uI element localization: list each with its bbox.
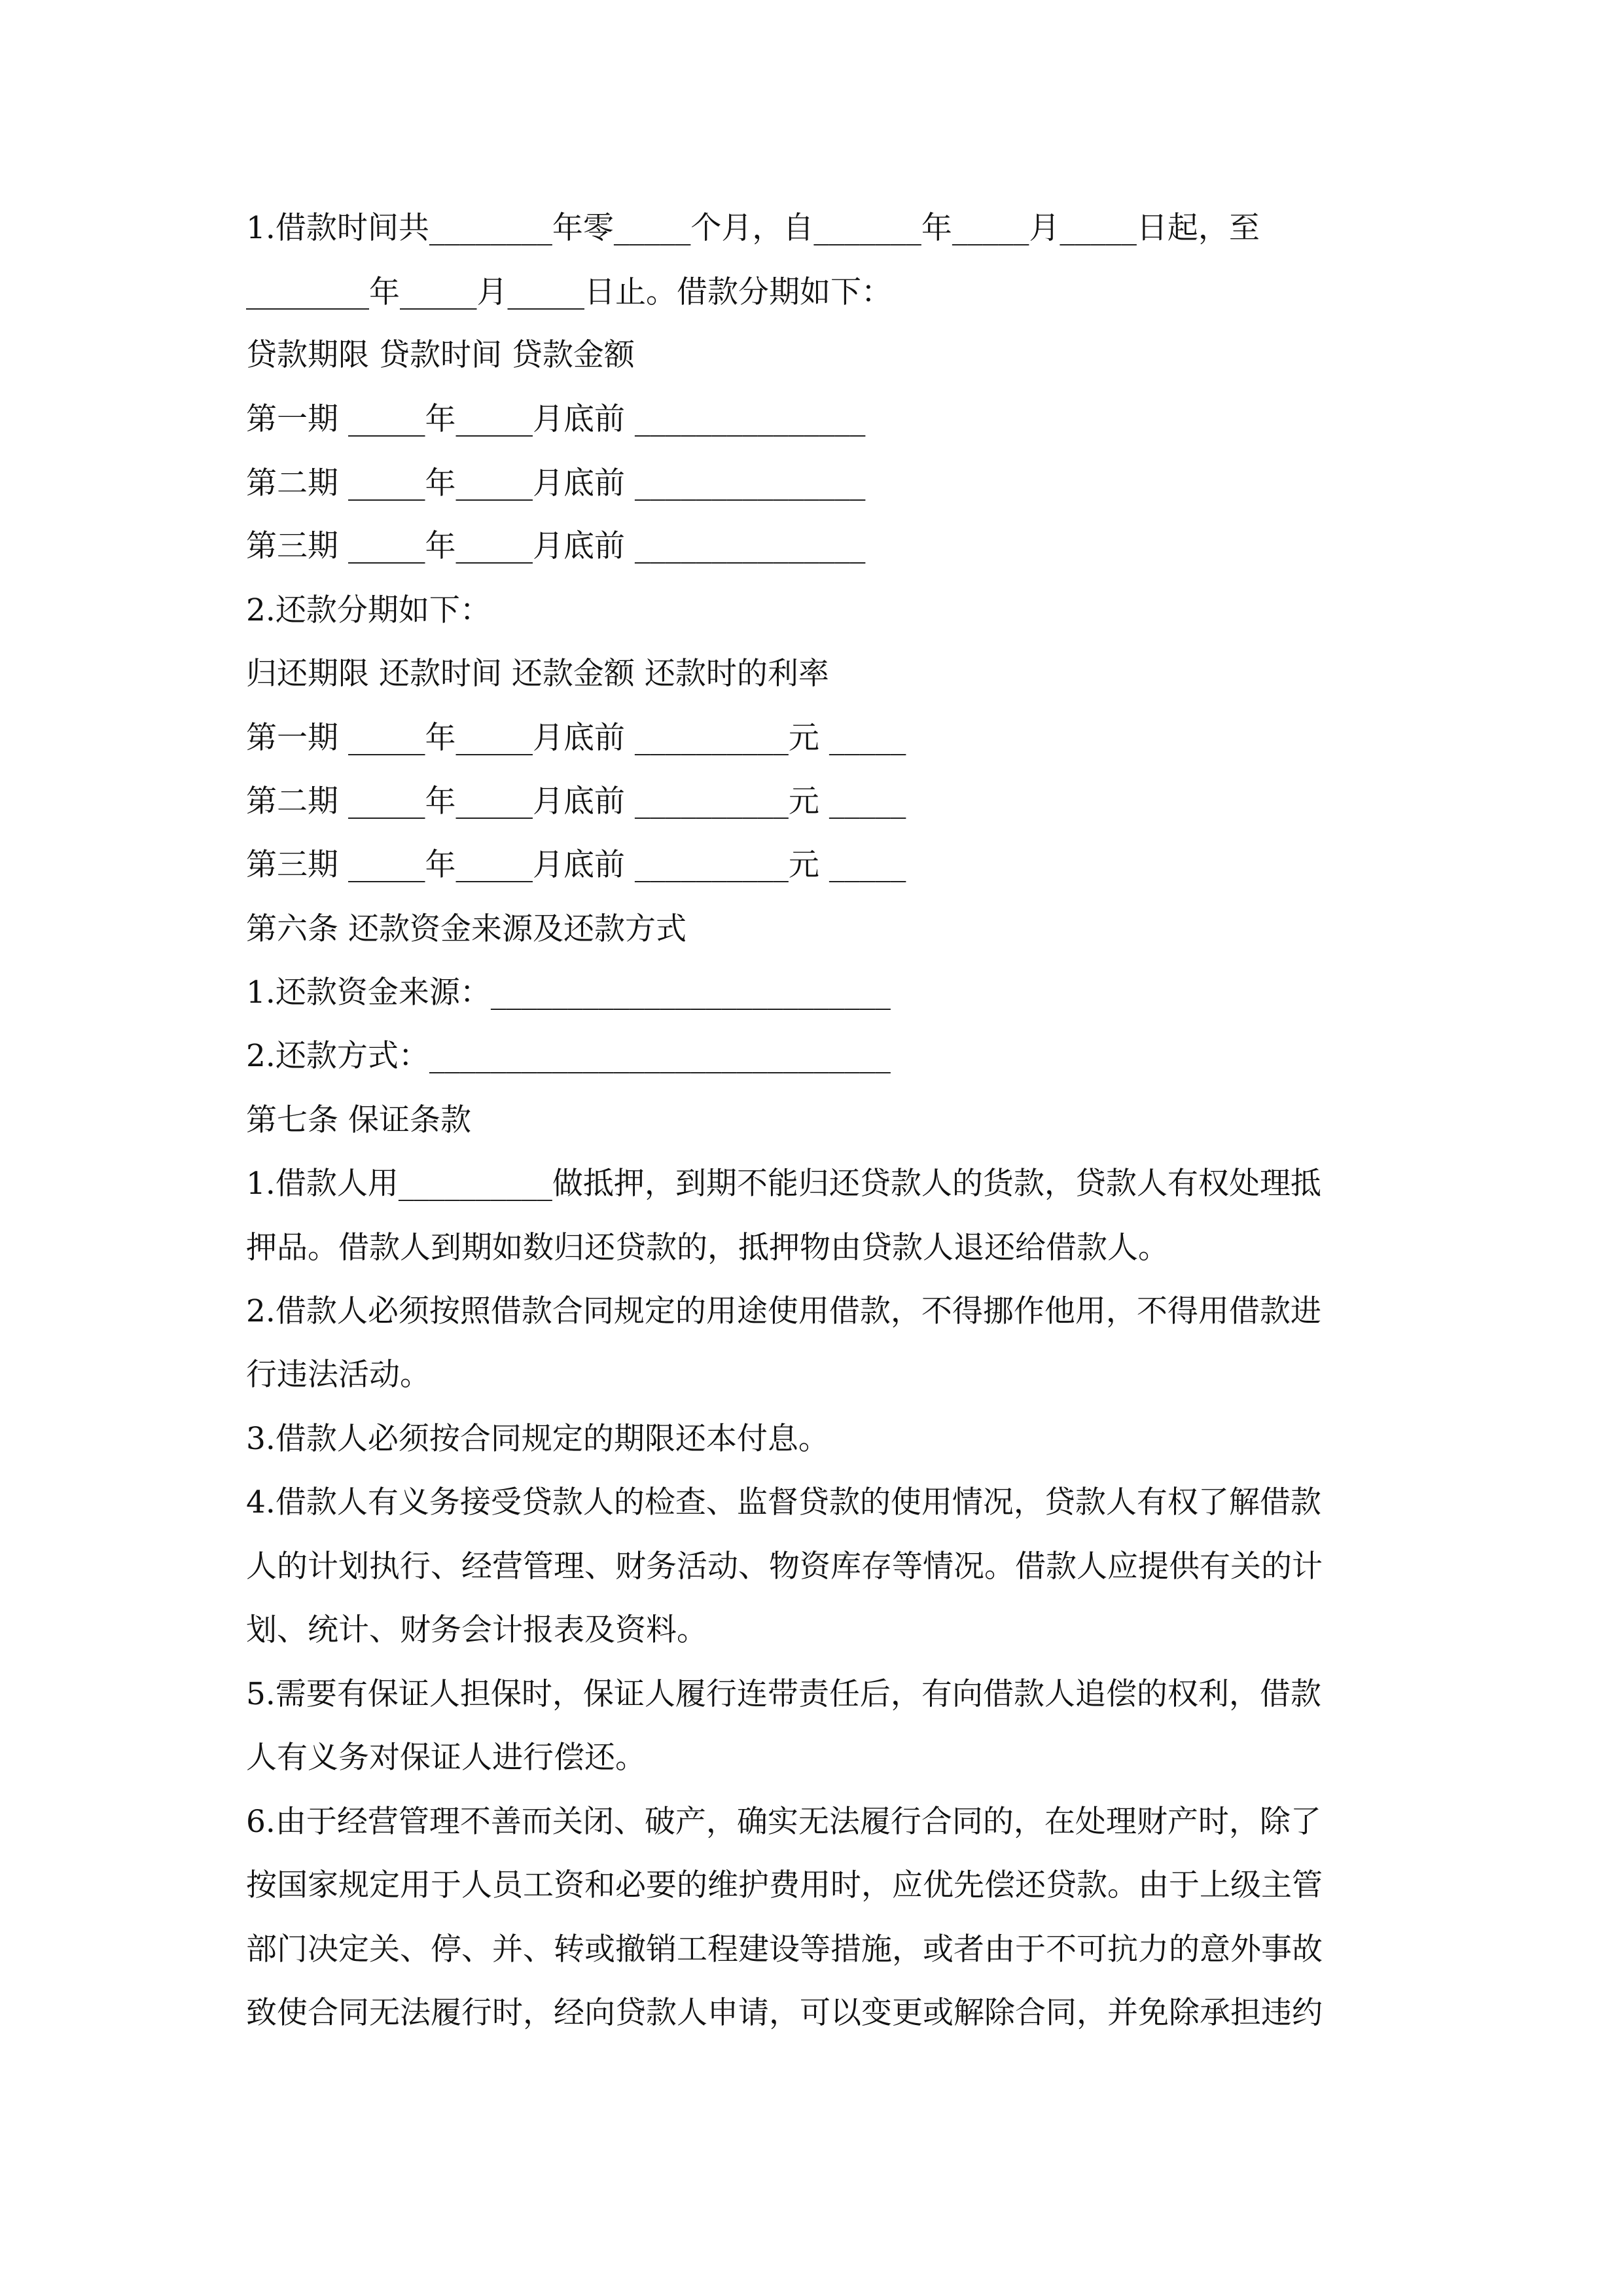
text-line: 行违法活动。 xyxy=(246,1357,431,1393)
text-line: 第三期 _____年_____月底前 __________元 _____ xyxy=(246,847,906,883)
text-line: ________年_____月_____日止。借款分期如下： xyxy=(246,274,892,310)
text-line: 2.还款方式：______________________________ xyxy=(246,1038,891,1074)
text-line: 归还期限 还款时间 还款金额 还款时的利率 xyxy=(246,656,829,692)
text-line: 第三期 _____年_____月底前 _______________ xyxy=(246,528,866,564)
text-line: 5.需要有保证人担保时，保证人履行连带责任后，有向借款人追偿的权利，借款 xyxy=(246,1676,1321,1712)
text-line: 4.借款人有义务接受贷款人的检查、监督贷款的使用情况，贷款人有权了解借款 xyxy=(246,1484,1321,1520)
text-line: 2.还款分期如下： xyxy=(246,592,491,628)
text-line: 第一期 _____年_____月底前 __________元 _____ xyxy=(246,720,906,756)
text-line: 3.借款人必须按合同规定的期限还本付息。 xyxy=(246,1421,829,1457)
text-line: 第一期 _____年_____月底前 _______________ xyxy=(246,401,866,437)
text-line: 致使合同无法履行时，经向贷款人申请，可以变更或解除合同，并免除承担违约 xyxy=(246,1995,1323,2031)
text-line: 划、统计、财务会计报表及资料。 xyxy=(246,1612,707,1648)
text-line: 2.借款人必须按照借款合同规定的用途使用借款，不得挪作他用，不得用借款进 xyxy=(246,1293,1321,1329)
text-line: 贷款期限 贷款时间 贷款金额 xyxy=(246,337,635,373)
text-line: 人有义务对保证人进行偿还。 xyxy=(246,1740,646,1776)
text-line: 人的计划执行、经营管理、财务活动、物资库存等情况。借款人应提供有关的计 xyxy=(246,1549,1323,1585)
text-line: 第二期 _____年_____月底前 _______________ xyxy=(246,465,866,501)
text-line: 按国家规定用于人员工资和必要的维护费用时，应优先偿还贷款。由于上级主管 xyxy=(246,1867,1323,1903)
text-line: 部门决定关、停、并、转或撤销工程建设等措施，或者由于不可抗力的意外事故 xyxy=(246,1931,1323,1967)
text-line: 1.借款人用__________做抵押，到期不能归还贷款人的货款，贷款人有权处理抵 xyxy=(246,1166,1321,1202)
text-line: 第二期 _____年_____月底前 __________元 _____ xyxy=(246,783,906,819)
text-line: 1.还款资金来源：__________________________ xyxy=(246,975,891,1011)
text-line: 押品。借款人到期如数归还贷款的，抵押物由贷款人退还给借款人。 xyxy=(246,1230,1169,1266)
text-line: 第六条 还款资金来源及还款方式 xyxy=(246,911,687,947)
text-line: 1.借款时间共________年零_____个月，自_______年_____月_____日起，至 xyxy=(246,210,1260,246)
text-line: 6.由于经营管理不善而关闭、破产，确实无法履行合同的，在处理财产时，除了 xyxy=(246,1804,1321,1840)
text-line: 第七条 保证条款 xyxy=(246,1102,471,1138)
